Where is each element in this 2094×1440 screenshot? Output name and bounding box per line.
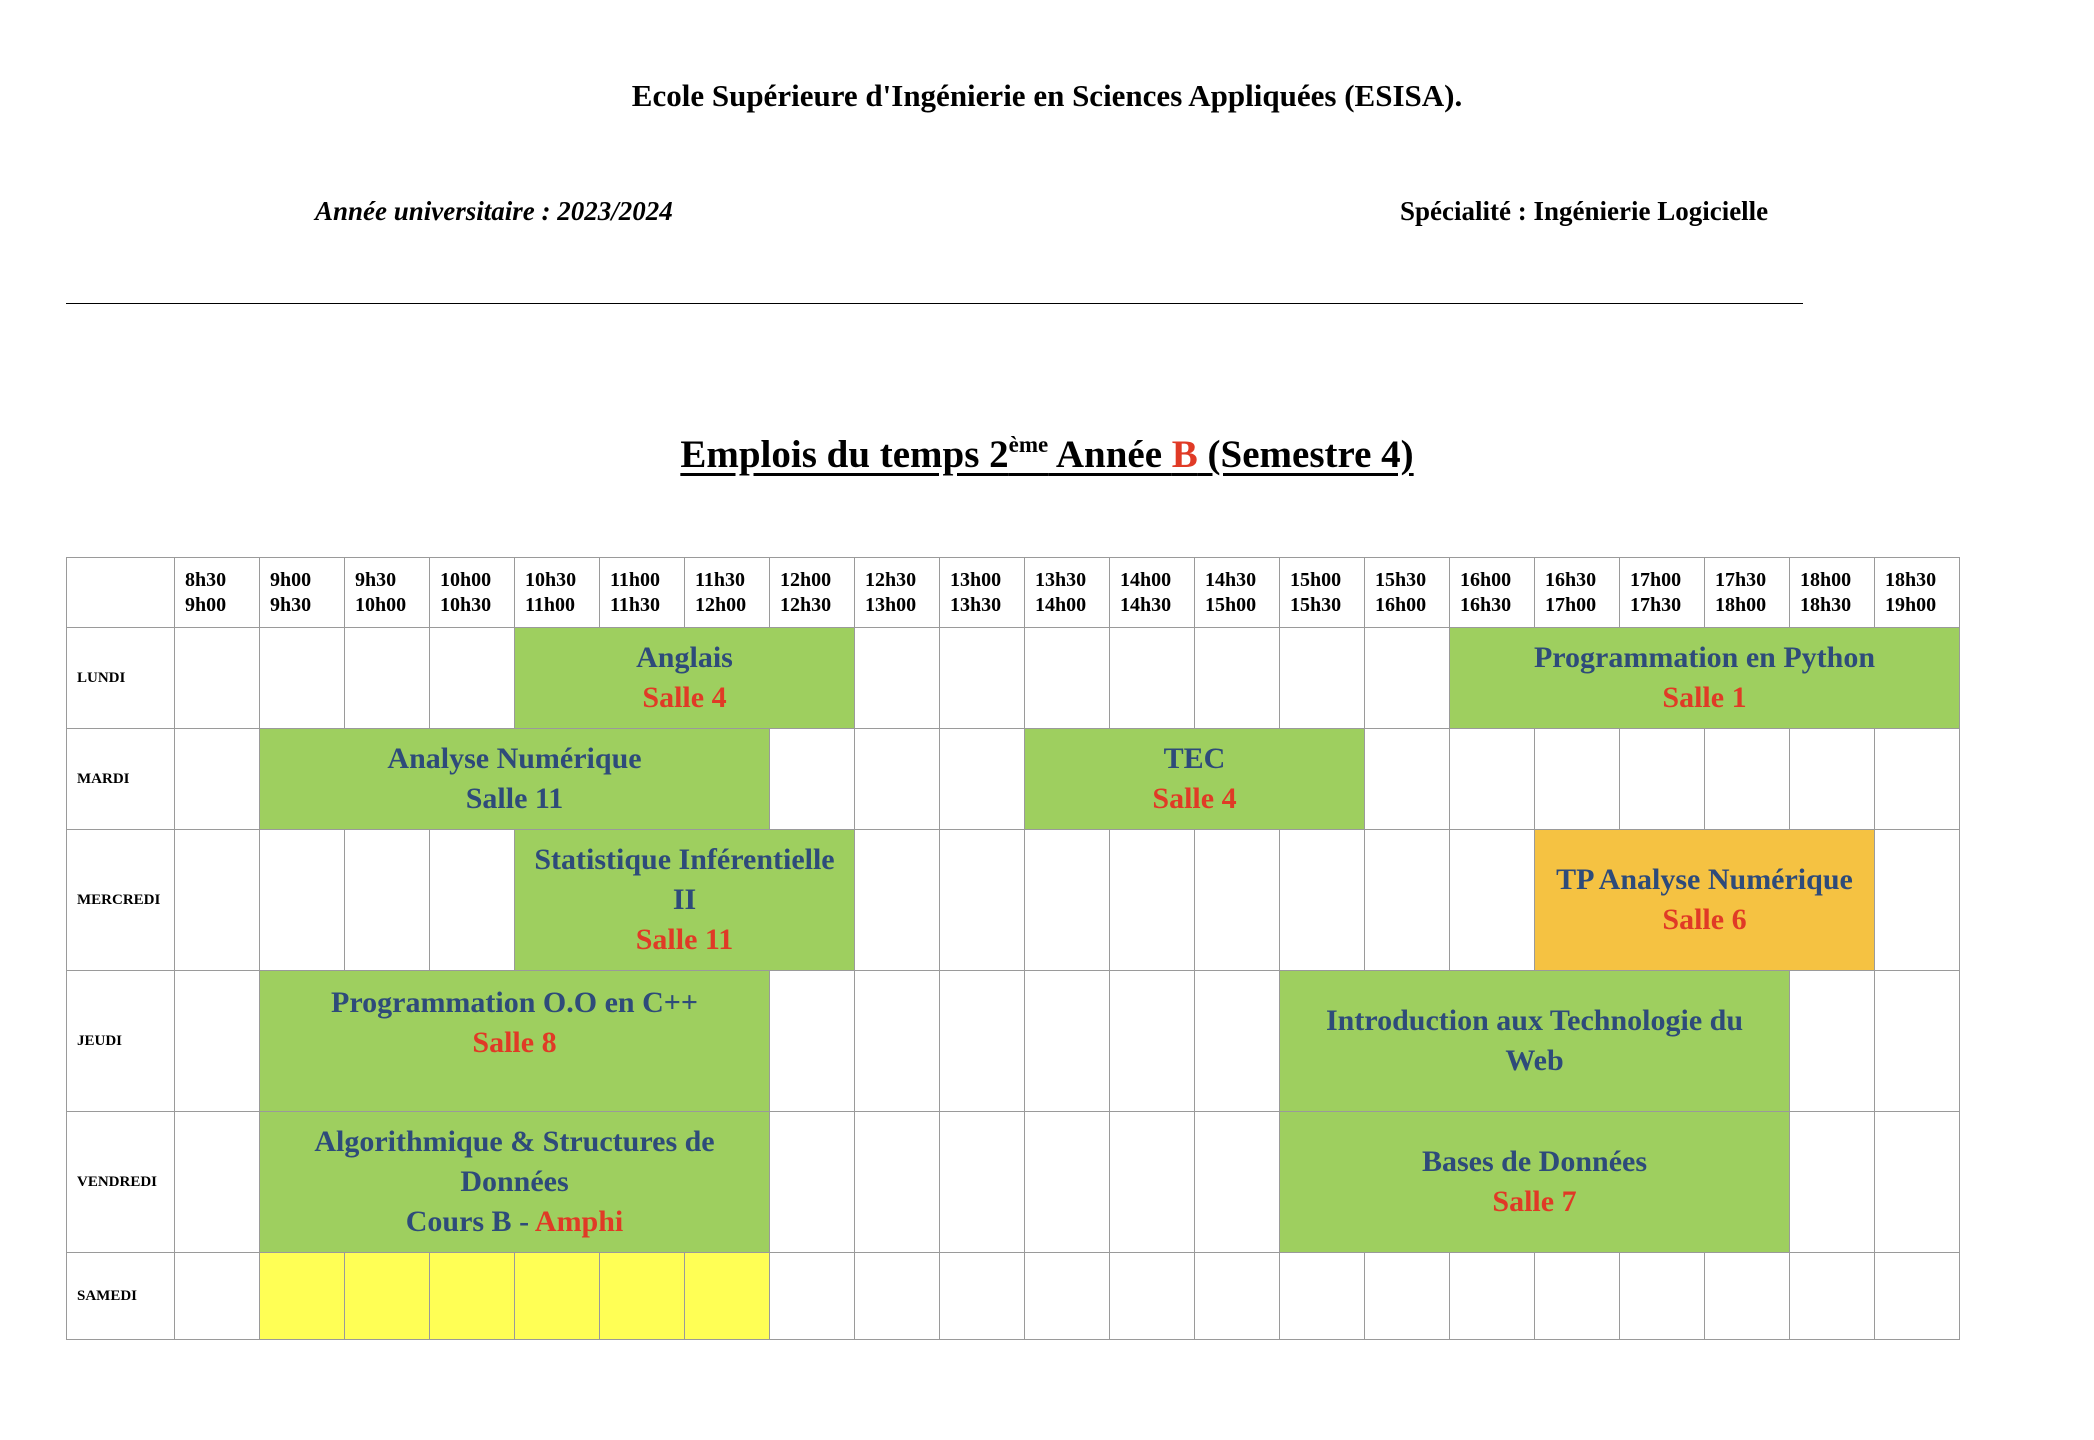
slot-end: 13h00 bbox=[865, 593, 917, 616]
divider-line bbox=[66, 303, 1803, 304]
course-text: TP Analyse Numérique bbox=[1556, 863, 1853, 896]
slot-start: 17h30 bbox=[1715, 568, 1767, 591]
time-slot-header bbox=[175, 558, 260, 628]
day-row bbox=[67, 729, 1960, 830]
empty-slot bbox=[1195, 830, 1280, 971]
course-room: Salle 1 bbox=[1662, 681, 1747, 714]
empty-slot bbox=[1365, 1253, 1450, 1340]
course-text: Algorithmique & Structures de Données bbox=[314, 1125, 715, 1198]
slot-start: 14h30 bbox=[1205, 568, 1257, 591]
course-block[interactable] bbox=[1280, 971, 1790, 1112]
slot-start: 10h30 bbox=[525, 568, 577, 591]
time-slot-header bbox=[1195, 558, 1280, 628]
empty-slot bbox=[1705, 1253, 1790, 1340]
slot-end: 16h30 bbox=[1460, 593, 1512, 616]
time-slot-header bbox=[1365, 558, 1450, 628]
course-room: Salle 4 bbox=[642, 681, 727, 714]
empty-slot bbox=[1365, 830, 1450, 971]
slot-end: 14h00 bbox=[1035, 593, 1087, 616]
slot-start: 11h30 bbox=[695, 568, 746, 591]
empty-slot bbox=[1365, 628, 1450, 729]
course-text: Introduction aux Technologie du Web bbox=[1325, 1004, 1744, 1077]
slot-start: 8h30 bbox=[185, 568, 227, 591]
empty-slot bbox=[175, 830, 260, 971]
course-block[interactable] bbox=[515, 628, 855, 729]
time-slot-header bbox=[345, 558, 430, 628]
slot-end: 11h30 bbox=[610, 593, 661, 616]
empty-slot bbox=[855, 830, 940, 971]
empty-slot bbox=[1790, 1112, 1875, 1253]
empty-slot bbox=[1280, 1253, 1365, 1340]
slot-start: 18h30 bbox=[1885, 568, 1937, 591]
empty-slot bbox=[1110, 971, 1195, 1112]
empty-slot bbox=[1620, 729, 1705, 830]
time-slot-header bbox=[1110, 558, 1195, 628]
course-block[interactable] bbox=[260, 729, 770, 830]
time-slot-header bbox=[430, 558, 515, 628]
highlighted-slot bbox=[345, 1253, 430, 1340]
empty-slot bbox=[175, 628, 260, 729]
empty-slot bbox=[260, 830, 345, 971]
empty-slot bbox=[1110, 1253, 1195, 1340]
empty-slot bbox=[430, 830, 515, 971]
empty-slot bbox=[855, 971, 940, 1112]
course-text: Anglais bbox=[636, 641, 733, 674]
empty-slot bbox=[770, 1253, 855, 1340]
empty-slot bbox=[1110, 1112, 1195, 1253]
time-slot-header bbox=[685, 558, 770, 628]
course-text: Bases de Données bbox=[1421, 1145, 1647, 1178]
empty-slot bbox=[1875, 729, 1960, 830]
day-row bbox=[67, 971, 1960, 1112]
course-text: Salle 11 bbox=[465, 782, 564, 815]
slot-end: 15h30 bbox=[1290, 593, 1342, 616]
timetable bbox=[66, 557, 1960, 1340]
empty-slot bbox=[1195, 628, 1280, 729]
slot-start: 14h00 bbox=[1120, 568, 1172, 591]
empty-slot bbox=[345, 830, 430, 971]
slot-end: 14h30 bbox=[1120, 593, 1172, 616]
empty-slot bbox=[1535, 1253, 1620, 1340]
slot-end: 12h30 bbox=[780, 593, 832, 616]
empty-slot bbox=[1875, 830, 1960, 971]
slot-start: 13h00 bbox=[950, 568, 1002, 591]
slot-start: 15h00 bbox=[1290, 568, 1342, 591]
time-slot-header bbox=[855, 558, 940, 628]
slot-end: 10h30 bbox=[440, 593, 492, 616]
day-row bbox=[67, 830, 1960, 971]
slot-start: 13h30 bbox=[1035, 568, 1087, 591]
time-slot-header bbox=[1025, 558, 1110, 628]
highlighted-slot bbox=[430, 1253, 515, 1340]
slot-start: 9h00 bbox=[270, 568, 312, 591]
time-slot-header bbox=[260, 558, 345, 628]
course-block[interactable] bbox=[260, 971, 770, 1112]
empty-slot bbox=[345, 628, 430, 729]
highlighted-slot bbox=[685, 1253, 770, 1340]
slot-start: 15h30 bbox=[1375, 568, 1427, 591]
slot-start: 16h30 bbox=[1545, 568, 1597, 591]
slot-start: 11h00 bbox=[610, 568, 661, 591]
empty-slot bbox=[1195, 971, 1280, 1112]
corner-cell bbox=[67, 558, 175, 628]
slot-end: 15h00 bbox=[1205, 593, 1257, 616]
time-slot-header bbox=[1450, 558, 1535, 628]
slot-start: 18h00 bbox=[1800, 568, 1852, 591]
empty-slot bbox=[175, 971, 260, 1112]
empty-slot bbox=[1790, 729, 1875, 830]
empty-slot bbox=[260, 628, 345, 729]
slot-start: 12h30 bbox=[865, 568, 917, 591]
course-text: Analyse Numérique bbox=[387, 742, 642, 775]
empty-slot bbox=[770, 1112, 855, 1253]
day-label: SAMEDI bbox=[67, 1253, 175, 1340]
empty-slot bbox=[1790, 971, 1875, 1112]
course-text: Programmation en Python bbox=[1533, 641, 1876, 674]
slot-end: 18h00 bbox=[1715, 593, 1767, 616]
empty-slot bbox=[1365, 729, 1450, 830]
empty-slot bbox=[175, 729, 260, 830]
slot-end: 9h30 bbox=[270, 593, 312, 616]
day-row bbox=[67, 1253, 1960, 1340]
empty-slot bbox=[1705, 729, 1790, 830]
academic-year: Année universitaire : 2023/2024 bbox=[315, 196, 673, 226]
empty-slot bbox=[940, 971, 1025, 1112]
slot-end: 19h00 bbox=[1885, 593, 1937, 616]
course-text: TEC bbox=[1163, 742, 1226, 775]
course-text: Statistique Inférentielle II bbox=[534, 843, 835, 916]
empty-slot bbox=[1450, 1253, 1535, 1340]
highlighted-slot bbox=[515, 1253, 600, 1340]
empty-slot bbox=[1025, 628, 1110, 729]
slot-end: 16h00 bbox=[1375, 593, 1427, 616]
course-block[interactable] bbox=[1535, 830, 1875, 971]
empty-slot bbox=[770, 971, 855, 1112]
empty-slot bbox=[1875, 1253, 1960, 1340]
empty-slot bbox=[770, 729, 855, 830]
empty-slot bbox=[1025, 971, 1110, 1112]
course-block[interactable] bbox=[260, 1112, 770, 1253]
empty-slot bbox=[1195, 1112, 1280, 1253]
time-slot-header bbox=[1790, 558, 1875, 628]
course-block[interactable] bbox=[1280, 1112, 1790, 1253]
time-slot-header bbox=[600, 558, 685, 628]
time-slot-header bbox=[770, 558, 855, 628]
day-label: JEUDI bbox=[67, 971, 175, 1112]
slot-start: 9h30 bbox=[355, 568, 397, 591]
specialty: Spécialité : Ingénierie Logicielle bbox=[1400, 196, 1769, 226]
empty-slot bbox=[1450, 729, 1535, 830]
slot-end: 17h30 bbox=[1630, 593, 1682, 616]
course-block[interactable] bbox=[1025, 729, 1365, 830]
day-label: VENDREDI bbox=[67, 1112, 175, 1253]
school-name: Ecole Supérieure d'Ingénierie en Sciences Appliquées (ESISA). bbox=[631, 78, 1463, 113]
day-label: MARDI bbox=[67, 729, 175, 830]
empty-slot bbox=[175, 1253, 260, 1340]
empty-slot bbox=[855, 1253, 940, 1340]
time-slot-header bbox=[1875, 558, 1960, 628]
slot-end: 10h00 bbox=[355, 593, 407, 616]
empty-slot bbox=[1535, 729, 1620, 830]
day-row bbox=[67, 628, 1960, 729]
empty-slot bbox=[1110, 830, 1195, 971]
time-slot-header bbox=[1535, 558, 1620, 628]
empty-slot bbox=[175, 1112, 260, 1253]
course-room: Salle 6 bbox=[1662, 903, 1747, 936]
empty-slot bbox=[1620, 1253, 1705, 1340]
empty-slot bbox=[1450, 830, 1535, 971]
course-room: Salle 7 bbox=[1492, 1185, 1577, 1218]
day-label: MERCREDI bbox=[67, 830, 175, 971]
empty-slot bbox=[1025, 1112, 1110, 1253]
empty-slot bbox=[940, 830, 1025, 971]
time-slot-header bbox=[1705, 558, 1790, 628]
day-label: LUNDI bbox=[67, 628, 175, 729]
slot-end: 11h00 bbox=[525, 593, 576, 616]
empty-slot bbox=[940, 1112, 1025, 1253]
course-room: Salle 4 bbox=[1152, 782, 1237, 815]
empty-slot bbox=[855, 628, 940, 729]
empty-slot bbox=[1790, 1253, 1875, 1340]
empty-slot bbox=[430, 628, 515, 729]
time-slot-header bbox=[515, 558, 600, 628]
highlighted-slot bbox=[600, 1253, 685, 1340]
time-slot-header bbox=[1280, 558, 1365, 628]
empty-slot bbox=[1195, 1253, 1280, 1340]
empty-slot bbox=[855, 729, 940, 830]
empty-slot bbox=[1875, 1112, 1960, 1253]
time-slot-header bbox=[1620, 558, 1705, 628]
empty-slot bbox=[940, 628, 1025, 729]
course-block[interactable] bbox=[1450, 628, 1960, 729]
slot-start: 17h00 bbox=[1630, 568, 1682, 591]
highlighted-slot bbox=[260, 1253, 345, 1340]
slot-start: 16h00 bbox=[1460, 568, 1512, 591]
day-row bbox=[67, 1112, 1960, 1253]
empty-slot bbox=[1280, 628, 1365, 729]
time-slot-header bbox=[940, 558, 1025, 628]
slot-start: 12h00 bbox=[780, 568, 832, 591]
course-block[interactable] bbox=[515, 830, 855, 971]
course-room: Salle 11 bbox=[635, 923, 734, 956]
empty-slot bbox=[1110, 628, 1195, 729]
slot-end: 18h30 bbox=[1800, 593, 1852, 616]
empty-slot bbox=[1875, 971, 1960, 1112]
slot-end: 9h00 bbox=[185, 593, 227, 616]
empty-slot bbox=[1025, 1253, 1110, 1340]
slot-end: 12h00 bbox=[695, 593, 747, 616]
empty-slot bbox=[940, 1253, 1025, 1340]
page-title: Emplois du temps 2ème Année B (Semestre 4) bbox=[680, 432, 1414, 476]
course-text: Cours B - bbox=[405, 1205, 535, 1238]
empty-slot bbox=[1025, 830, 1110, 971]
course-room: Salle 8 bbox=[472, 1026, 557, 1059]
slot-start: 10h00 bbox=[440, 568, 492, 591]
course-room: Amphi bbox=[534, 1205, 624, 1238]
course-text: Programmation O.O en C++ bbox=[331, 986, 698, 1019]
slot-end: 13h30 bbox=[950, 593, 1002, 616]
empty-slot bbox=[1280, 830, 1365, 971]
empty-slot bbox=[940, 729, 1025, 830]
empty-slot bbox=[855, 1112, 940, 1253]
slot-end: 17h00 bbox=[1545, 593, 1597, 616]
